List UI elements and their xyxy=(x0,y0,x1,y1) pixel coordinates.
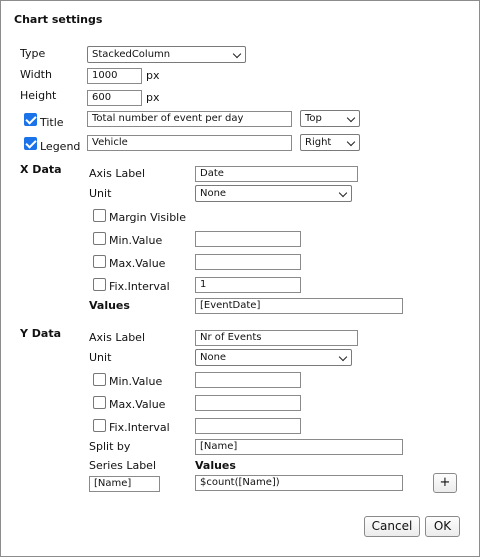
x-margin-visible-checkbox[interactable] xyxy=(93,209,106,222)
cancel-button[interactable]: Cancel xyxy=(364,516,420,537)
y-values-header: Values xyxy=(195,459,236,472)
x-data-section-label: X Data xyxy=(20,163,62,176)
x-fix-interval-input[interactable]: 1 xyxy=(195,277,301,293)
y-max-value-input[interactable] xyxy=(195,395,301,411)
y-axis-label-label: Axis Label xyxy=(89,331,145,344)
x-fix-interval-label: Fix.Interval xyxy=(109,280,170,293)
type-label: Type xyxy=(20,47,46,60)
series-label-input[interactable]: [Name] xyxy=(89,476,160,492)
x-min-value-checkbox[interactable] xyxy=(93,232,106,245)
y-values-input[interactable]: $count([Name]) xyxy=(195,475,403,491)
legend-position-select[interactable] xyxy=(300,134,360,151)
x-unit-label: Unit xyxy=(89,187,112,200)
x-values-label: Values xyxy=(89,299,130,312)
y-max-value-label: Max.Value xyxy=(109,398,166,411)
legend-checkbox[interactable] xyxy=(24,137,37,150)
add-series-button[interactable]: + xyxy=(433,473,457,493)
y-fix-interval-input[interactable] xyxy=(195,418,301,434)
width-label: Width xyxy=(20,68,52,81)
title-position-value: Top xyxy=(305,113,322,124)
y-axis-label-input[interactable]: Nr of Events xyxy=(195,330,358,346)
x-axis-label-input[interactable]: Date xyxy=(195,166,358,182)
type-select[interactable] xyxy=(87,46,246,63)
chevron-down-icon xyxy=(347,138,355,146)
x-unit-value: None xyxy=(200,188,227,199)
chevron-down-icon xyxy=(339,353,347,361)
y-data-section-label: Y Data xyxy=(20,327,62,340)
y-unit-value: None xyxy=(200,352,227,363)
x-max-value-input[interactable] xyxy=(195,254,301,270)
x-axis-label-label: Axis Label xyxy=(89,167,145,180)
x-max-value-checkbox[interactable] xyxy=(93,255,106,268)
ok-button[interactable]: OK xyxy=(425,516,460,537)
x-margin-visible-label: Margin Visible xyxy=(109,211,186,224)
x-values-input[interactable]: [EventDate] xyxy=(195,298,403,314)
title-input[interactable]: Total number of event per day xyxy=(87,111,292,127)
y-min-value-checkbox[interactable] xyxy=(93,373,106,386)
title-label: Title xyxy=(40,116,64,129)
x-min-value-label: Min.Value xyxy=(109,234,163,247)
y-fix-interval-label: Fix.Interval xyxy=(109,421,170,434)
dialog-title: Chart settings xyxy=(14,13,103,26)
legend-label: Legend xyxy=(40,140,81,153)
series-label-header: Series Label xyxy=(89,459,156,472)
title-checkbox[interactable] xyxy=(24,113,37,126)
chevron-down-icon xyxy=(339,189,347,197)
y-fix-interval-checkbox[interactable] xyxy=(93,419,106,432)
x-max-value-label: Max.Value xyxy=(109,257,166,270)
legend-input[interactable]: Vehicle xyxy=(87,135,292,151)
height-label: Height xyxy=(20,89,57,102)
y-min-value-input[interactable] xyxy=(195,372,301,388)
y-min-value-label: Min.Value xyxy=(109,375,163,388)
title-position-select[interactable] xyxy=(300,110,360,127)
chevron-down-icon xyxy=(233,50,241,58)
chevron-down-icon xyxy=(347,114,355,122)
height-unit: px xyxy=(146,91,160,104)
height-input[interactable]: 600 xyxy=(87,90,142,106)
y-unit-label: Unit xyxy=(89,351,112,364)
x-fix-interval-checkbox[interactable] xyxy=(93,278,106,291)
width-unit: px xyxy=(146,69,160,82)
y-unit-select[interactable] xyxy=(195,349,352,366)
legend-position-value: Right xyxy=(305,137,332,148)
y-split-by-input[interactable]: [Name] xyxy=(195,439,403,455)
y-split-by-label: Split by xyxy=(89,440,131,453)
x-min-value-input[interactable] xyxy=(195,231,301,247)
type-select-value: StackedColumn xyxy=(92,49,171,60)
width-input[interactable]: 1000 xyxy=(87,68,142,84)
y-max-value-checkbox[interactable] xyxy=(93,396,106,409)
x-unit-select[interactable] xyxy=(195,185,352,202)
